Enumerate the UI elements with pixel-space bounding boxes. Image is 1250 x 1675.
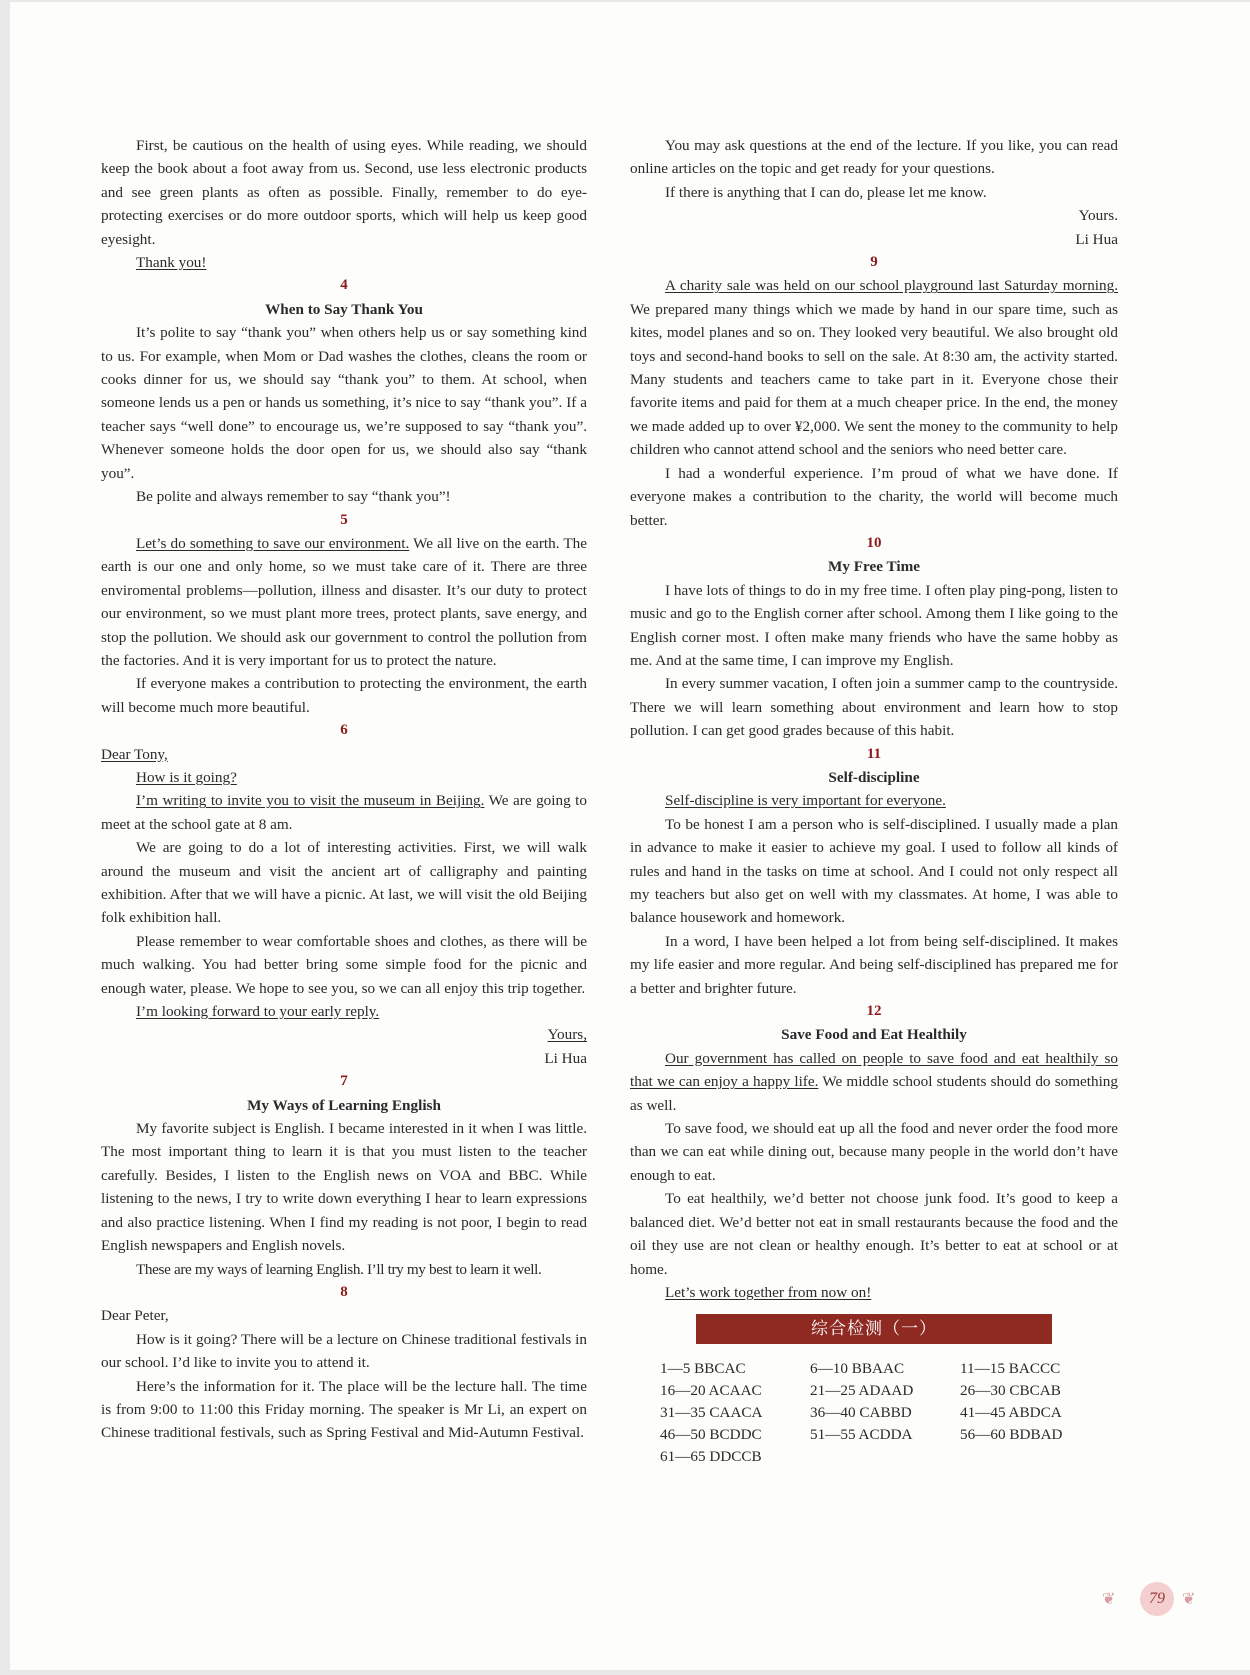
answer-item: 6—10 BBAAC	[810, 1360, 905, 1378]
letter-greeting: Dear Peter,	[101, 1307, 169, 1325]
letter-signature: Li Hua	[544, 1049, 587, 1067]
item-number: 11	[866, 745, 882, 762]
answer-item: 36—40 CABBD	[810, 1404, 912, 1422]
essay-title: Save Food and Eat Healthily	[781, 1026, 967, 1044]
letter-opening: How is it going?	[136, 768, 237, 786]
letter-paragraph: If there is anything that I can do, please let me know.	[665, 183, 987, 201]
letter-paragraph: Here’s the information for it. The place will be the lecture hall. The time is from 9:00 to 11:00 this Friday morning. The speaker is Mr Li, an expert on Chinese traditional festivals, such as Spring Festival and Mid-Autumn Festival.	[101, 1377, 587, 1442]
essay7-paragraph: These are my ways of learning English. I’ll try my best to learn it well.	[136, 1260, 542, 1278]
essay3-paragraph: First, be cautious on the health of using eyes. While reading, we should keep the book about a foot away from us. Second, use less electronic products and see green plants as often as possible. Finally, remember to do eye-protecting exercises or do more outdoor sports, which will help us keep good eyesight.	[101, 137, 587, 248]
topic-sentence: Let’s do something to save our environment.	[136, 534, 410, 552]
letter-signoff: Yours.	[1078, 207, 1118, 225]
essay12-paragraph: Our government has called on people to save food and eat healthily so that we can enjoy a happy life. We middle school students should do something as well.	[630, 1049, 1118, 1114]
essay11-paragraph: In a word, I have been helped a lot from being self-disciplined. It makes my life easier and more regular. And being self-disciplined has prepared me for a better and brighter future.	[630, 932, 1118, 997]
answer-item: 61—65 DDCCB	[660, 1448, 762, 1466]
answer-key-page	[10, 2, 1250, 1670]
flourish-right-icon: ❦	[1182, 1589, 1196, 1608]
essay3-closing: Thank you!	[136, 254, 207, 272]
essay12-paragraph: To save food, we should eat up all the food and never order the food more than we can eat while dining out, because many people in the world don’t have enough to eat.	[630, 1120, 1118, 1184]
answer-item: 51—55 ACDDA	[810, 1426, 913, 1444]
answer-item: 1—5 BBCAC	[660, 1360, 746, 1378]
section-banner: 综合检测（一）	[696, 1314, 1052, 1344]
left-column	[101, 134, 587, 1445]
letter-paragraph: You may ask questions at the end of the lecture. If you like, you can read online articles on the topic and get ready for your questions.	[630, 137, 1118, 178]
letter-signature: Li Hua	[1075, 230, 1118, 248]
item-number: 7	[340, 1073, 348, 1090]
item-number: 6	[340, 722, 348, 739]
item-number: 4	[340, 277, 348, 294]
item-number: 8	[340, 1283, 348, 1300]
essay7-paragraph: My favorite subject is English. I became interested in it when I was little. The most important thing to learn it is that you must listen to the teacher carefully. Besides, I listen to the English news on VOA and BBC. While listening to the news, I try to write down everything I hear to learn expressions and also practice listening. When I find my reading is not poor, I begin to read English newspapers and English novels.	[101, 1120, 587, 1255]
essay-title: When to Say Thank You	[265, 300, 423, 318]
essay9-paragraph: I had a wonderful experience. I’m proud of what we have done. If everyone makes a contribution to the charity, the world will become much better.	[630, 464, 1118, 529]
flourish-left-icon: ❦	[1102, 1589, 1116, 1608]
topic-sentence: I’m writing to invite you to visit the museum in Beijing.	[136, 792, 485, 810]
topic-sentence: A charity sale was held on our school playground last Saturday morning.	[665, 277, 1118, 295]
answer-item: 41—45 ABDCA	[960, 1404, 1062, 1422]
letter-greeting: Dear Tony,	[101, 745, 168, 763]
letter-closing: I’m looking forward to your early reply.	[136, 1003, 380, 1021]
essay9-paragraph: A charity sale was held on our school playground last Saturday morning. We prepared many things which we made by hand in our spare time, such as kites, model planes and so on. They looked very beautiful. We also brought old toys and second-hand books to sell on the sale. At 8:30 am, the activity started. Many students and teachers came to take part in it. Everyone chose their favorite items and paid for them at a much cheaper price. In the end, the money we made added up to over ¥2,000. We sent the money to the community to help children who cannot attend school and the seniors who need better care.	[630, 277, 1118, 459]
letter-signoff: Yours,	[547, 1026, 587, 1044]
essay-title: My Ways of Learning English	[247, 1096, 441, 1114]
essay11-paragraph: To be honest I am a person who is self-disciplined. I usually made a plan in advance to make it easier to achieve my goal. I used to follow all kinds of rules and hand in the tasks on time at school. And I could not only respect all my teachers but also get on well with my classmates. At home, I was able to balance housework and homework.	[630, 815, 1118, 927]
essay4-paragraph: Be polite and always remember to say “thank you”!	[136, 488, 451, 506]
essay4-paragraph: It’s polite to say “thank you” when others help us or say something kind to us. For example, when Mom or Dad washes the clothes, cleans the room or cooks dinner for us, we should say “thank you” to them. At school, when someone lends us a pen or hands us something, it’s nice to say “thank you”. If a teacher says “well done” to encourage us, we’re supposed to say “thank you”. Whenever someone holds the door open for us, we should also say “thank you”.	[101, 324, 587, 482]
answer-item: 26—30 CBCAB	[960, 1382, 1061, 1400]
letter-paragraph: Please remember to wear comfortable shoes and clothes, as there will be much walking. You had better bring some simple food for the picnic and enough water, please. We hope to see you, so we can all enjoy this trip together.	[101, 932, 587, 997]
item-number: 9	[870, 254, 878, 271]
topic-sentence: Self-discipline is very important for everyone.	[665, 792, 946, 810]
letter-paragraph: How is it going? There will be a lecture on Chinese traditional festivals in our school. I’d like to invite you to attend it.	[101, 1330, 587, 1372]
item-number: 12	[866, 1003, 882, 1020]
item-number: 5	[340, 511, 348, 528]
essay12-paragraph: To eat healthily, we’d better not choose junk food. It’s good to keep a balanced diet. We’d better not eat in small restaurants because the food and the oil they use are not clean or healthy enough. It’s better to eat at school or at home.	[630, 1190, 1118, 1278]
essay-title: My Free Time	[828, 558, 920, 576]
answer-item: 11—15 BACCC	[960, 1360, 1061, 1378]
answer-item: 21—25 ADAAD	[810, 1382, 914, 1400]
right-column	[630, 134, 1118, 1468]
letter-paragraph: I’m writing to invite you to visit the museum in Beijing. We are going to meet at the school gate at 8 am.	[101, 792, 587, 833]
essay5-paragraph: If everyone makes a contribution to protecting the environment, the earth will become much more beautiful.	[101, 675, 587, 716]
page-number: 79	[1140, 1582, 1174, 1616]
answer-item: 56—60 BDBAD	[960, 1426, 1063, 1444]
topic-sentence: Our government has called on people to save food and eat healthily so that we can enjoy a happy life.	[630, 1049, 1118, 1091]
letter-paragraph: We are going to do a lot of interesting activities. First, we will walk around the museum and visit the ancient art of calligraphy and painting exhibition. After that we will have a picnic. At last, we will visit the old Beijing folk exhibition hall.	[101, 839, 587, 927]
essay5-paragraph: Let’s do something to save our environment. We all live on the earth. The earth is our one and only home, so we must take care of it. There are three enviromental problems—pollution, illness and disaster. It’s our duty to protect our environment, so we must plant more trees, protect plants, save energy, and stop the pollution. We should ask our government to control the pollution from the factories. And it is very important for us to protect the nature.	[101, 534, 587, 669]
answer-grid	[660, 1358, 1118, 1468]
item-number: 10	[866, 534, 882, 551]
essay-title: Self-discipline	[828, 768, 920, 786]
essay12-closing: Let’s work together from now on!	[665, 1283, 872, 1301]
essay10-paragraph: In every summer vacation, I often join a summer camp to the countryside. There we will learn something about environment and learn how to stop pollution. I can get good grades because of this habit.	[630, 675, 1118, 740]
essay10-paragraph: I have lots of things to do in my free time. I often play ping-pong, listen to music and go to the English corner after school. Among them I like going to the English corner most. I often make many friends who have the same hobby as me. And at the same time, I can improve my English.	[630, 581, 1118, 669]
answer-item: 46—50 BCDDC	[660, 1426, 762, 1444]
answer-item: 16—20 ACAAC	[660, 1382, 762, 1400]
answer-item: 31—35 CAACA	[660, 1404, 763, 1422]
